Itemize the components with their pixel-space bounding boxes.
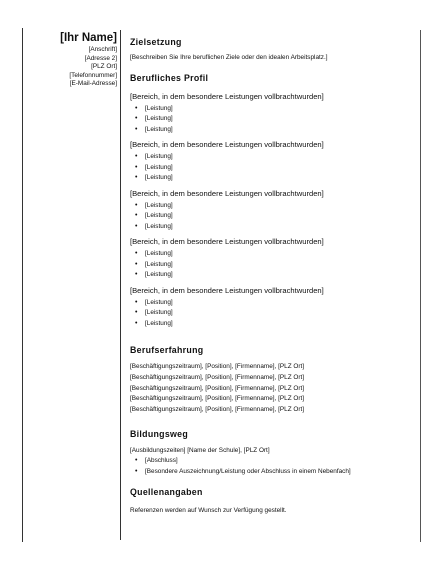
postal-city-field[interactable]: [PLZ Ort] <box>91 63 117 70</box>
achievement-item[interactable]: • [Leistung] <box>130 211 416 222</box>
left-rule <box>22 28 23 542</box>
experience-list <box>130 362 416 416</box>
email-field[interactable]: [E-Mail-Adresse] <box>69 80 117 87</box>
job-entry[interactable]: [Beschäftigungszeitraum], [Position], [Firmenname], [PLZ Ort] <box>130 373 305 381</box>
profile-area <box>130 237 416 281</box>
profile-area <box>130 140 416 184</box>
references-text[interactable]: Referenzen werden auf Wunsch zur Verfügung gestellt. <box>130 507 287 515</box>
achievement-item[interactable]: • [Leistung] <box>130 319 416 330</box>
main-content <box>130 37 416 516</box>
profile-heading: Berufliches Profil <box>130 72 209 83</box>
achievement-item[interactable]: • [Leistung] <box>130 298 416 309</box>
achievement-item[interactable]: • [Leistung] <box>130 222 416 233</box>
achievement-list <box>130 249 416 281</box>
references-heading: Quellenangaben <box>130 487 203 498</box>
name-field[interactable]: [Ihr Name] <box>60 32 117 44</box>
achievement-list <box>130 104 416 136</box>
objective-heading: Zielsetzung <box>130 37 182 47</box>
achievement-item[interactable]: • [Leistung] <box>130 104 416 115</box>
address2-field[interactable]: [Adresse 2] <box>84 54 117 62</box>
objective-text[interactable]: [Beschreiben Sie Ihre beruflichen Ziele oder den idealen Arbeitsplatz.] <box>130 54 328 61</box>
phone-field[interactable]: [Telefonnummer] <box>69 71 117 79</box>
job-entry[interactable]: [Beschäftigungszeitraum], [Position], [Firmenname], [PLZ Ort] <box>130 384 305 392</box>
achievement-list <box>130 298 416 330</box>
contact-block <box>24 31 117 89</box>
education-heading: Bildungsweg <box>130 428 189 439</box>
achievement-item[interactable]: • [Leistung] <box>130 114 416 125</box>
profile-area-title[interactable]: [Bereich, in dem besondere Leistungen vollbrachtwurden] <box>130 91 324 101</box>
achievement-item[interactable]: • [Leistung] <box>130 173 416 184</box>
education-list <box>130 456 416 477</box>
job-entry[interactable]: [Beschäftigungszeitraum], [Position], [Firmenname], [PLZ Ort] <box>130 406 305 414</box>
profile-area <box>130 286 416 330</box>
achievement-item[interactable]: • [Leistung] <box>130 249 416 260</box>
profile-area <box>130 92 416 136</box>
job-entry[interactable]: [Beschäftigungszeitraum], [Position], [Firmenname], [PLZ Ort] <box>130 363 305 370</box>
profile-area <box>130 189 416 233</box>
achievement-item[interactable]: • [Leistung] <box>130 125 416 136</box>
achievement-item[interactable]: • [Leistung] <box>130 308 416 319</box>
right-rule <box>420 30 421 542</box>
achievement-list <box>130 152 416 184</box>
achievement-item[interactable]: • [Leistung] <box>130 163 416 174</box>
achievement-list <box>130 201 416 233</box>
profile-area-title[interactable]: [Bereich, in dem besondere Leistungen vollbrachtwurden] <box>130 285 324 295</box>
achievement-item[interactable]: • [Leistung] <box>130 201 416 212</box>
profile-area-title[interactable]: [Bereich, in dem besondere Leistungen vollbrachtwurden] <box>130 237 324 246</box>
achievement-item[interactable]: • [Leistung] <box>130 270 416 281</box>
profile-area-title[interactable]: [Bereich, in dem besondere Leistungen vollbrachtwurden] <box>130 188 324 198</box>
column-divider <box>120 30 121 540</box>
profile-area-title[interactable]: [Bereich, in dem besondere Leistungen vollbrachtwurden] <box>130 140 324 149</box>
achievement-item[interactable]: • [Leistung] <box>130 152 416 163</box>
education-item[interactable]: • [Besondere Auszeichnung/Leistung oder Abschluss in einem Nebenfach] <box>130 467 416 478</box>
address-field[interactable]: [Anschrift] <box>88 46 117 53</box>
education-line[interactable]: [Ausbildungszeiten] [Name der Schule], [PLZ Ort] <box>130 446 270 454</box>
experience-heading: Berufserfahrung <box>130 345 204 355</box>
job-entry[interactable]: [Beschäftigungszeitraum], [Position], [Firmenname], [PLZ Ort] <box>130 395 305 403</box>
education-item[interactable]: • [Abschluss] <box>130 456 416 467</box>
achievement-item[interactable]: • [Leistung] <box>130 260 416 271</box>
